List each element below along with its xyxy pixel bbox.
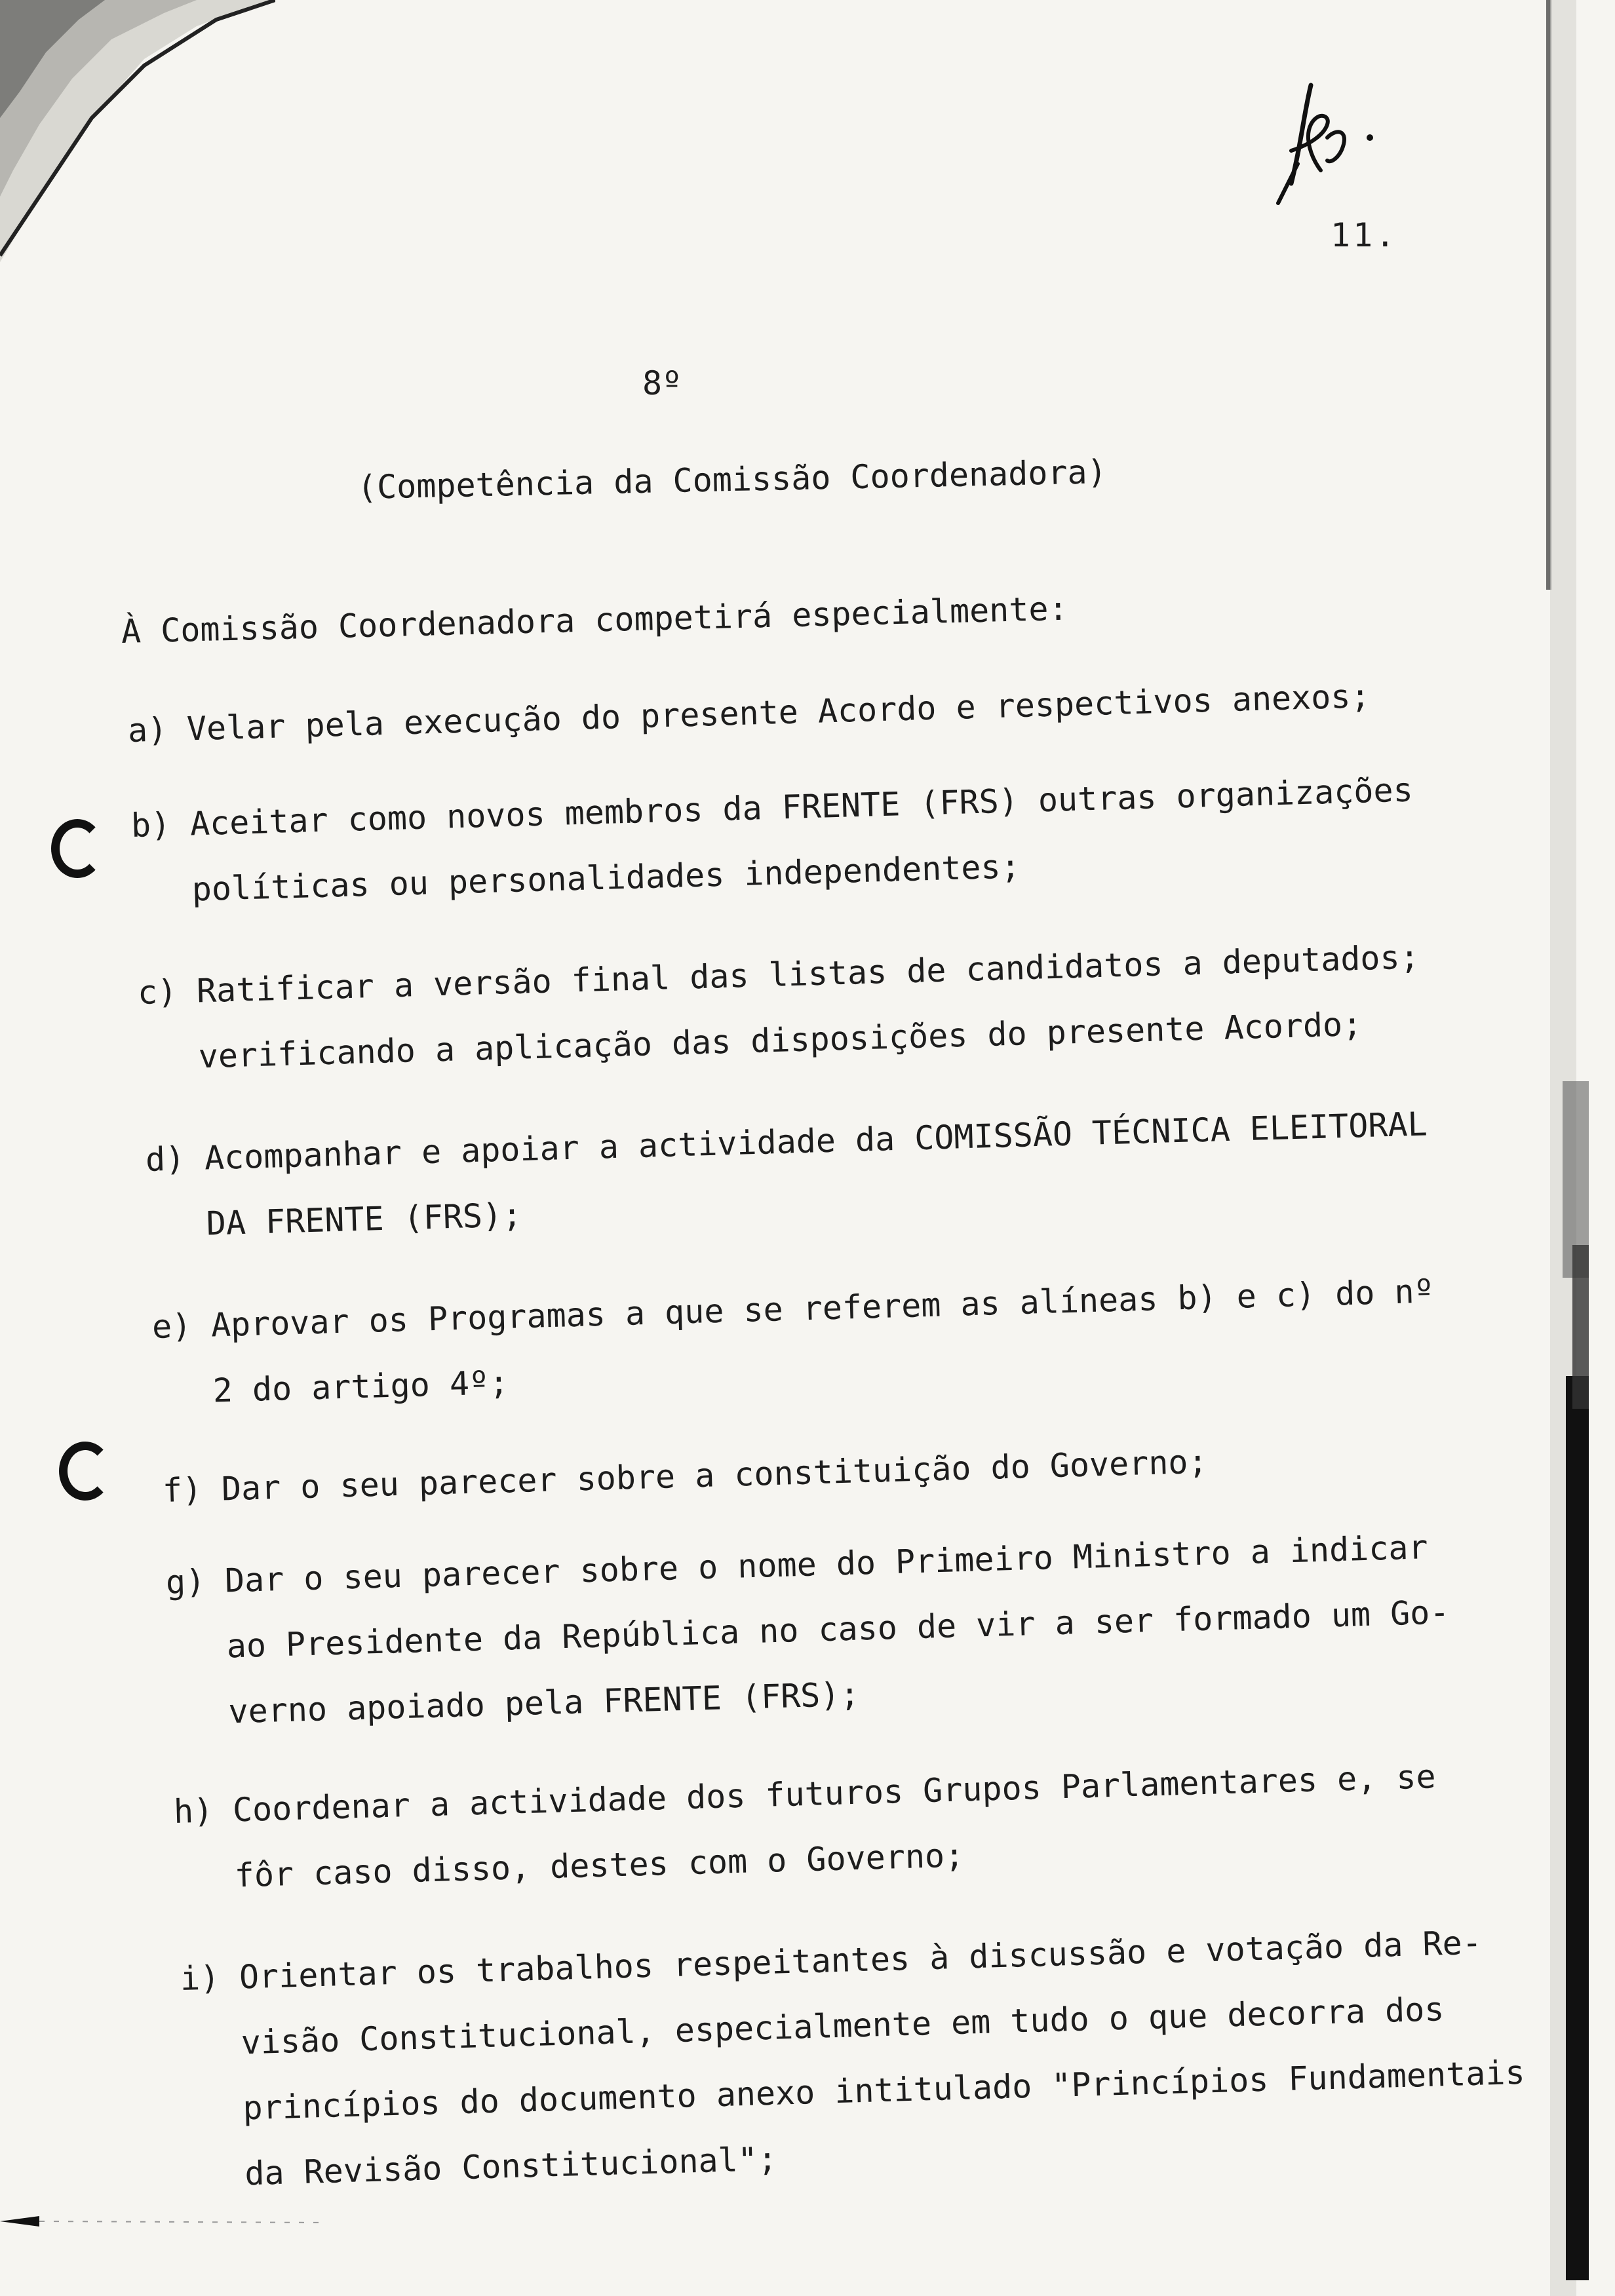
item-marker: c)	[137, 972, 178, 1012]
list-item-f	[162, 1442, 1209, 1510]
item-text: Ratificar a versão final das listas de candidatos a deputados;	[196, 938, 1420, 1010]
item-text: da Revisão Constitucional";	[244, 2139, 778, 2193]
item-marker: b)	[130, 805, 172, 845]
item-text: visão Constitucional, especialmente em tudo o que decorra dos	[240, 1990, 1445, 2062]
scan-artifact-bottom-left	[0, 2208, 341, 2234]
item-text: Orientar os trabalhos respeitantes à discussão e votação da Re-	[239, 1923, 1483, 1997]
item-text: políticas ou personalidades independentes;	[191, 847, 1021, 909]
item-text: verificando a aplicação das disposições do presente Acordo;	[197, 1004, 1363, 1076]
item-text: Aprovar os Programas a que se referem as alíneas b) e c) do nº	[210, 1272, 1435, 1345]
scan-artifact-right-edge	[1527, 0, 1589, 2296]
item-text: 2 do artigo 4º;	[212, 1363, 509, 1410]
article-number: 8º	[642, 364, 682, 402]
item-text: ao Presidente da República no caso de vir a ser formado um Go-	[225, 1593, 1450, 1666]
item-marker: h)	[173, 1791, 214, 1831]
item-marker: a)	[127, 710, 168, 750]
item-text: Dar o seu parecer sobre o nome do Primeiro Ministro a indicar	[224, 1528, 1429, 1600]
handwritten-initials	[1265, 72, 1390, 216]
item-text: verno apoiado pela FRENTE (FRS);	[227, 1675, 861, 1731]
item-text: Dar o seu parecer sobre a constituição do Governo;	[221, 1442, 1209, 1508]
list-item-d	[145, 1105, 1428, 1243]
list-item-a	[127, 677, 1371, 750]
item-marker: f)	[162, 1470, 203, 1510]
item-text: Velar pela execução do presente Acordo e respectivos anexos;	[186, 677, 1371, 748]
list-item-e	[151, 1272, 1435, 1410]
item-text: Acompanhar e apoiar a actividade da COMISSÃO TÉCNICA ELEITORAL	[204, 1105, 1428, 1177]
item-text: fôr caso disso, destes com o Governo;	[233, 1836, 965, 1895]
item-text: princípios do documento anexo intitulado "Princípios Fundamentais	[242, 2053, 1526, 2128]
item-text: Aceitar como novos membros da FRENTE (FRS) outras organizações	[189, 771, 1414, 843]
item-marker: e)	[151, 1307, 193, 1346]
item-marker: g)	[165, 1562, 206, 1601]
scan-artifact-corner	[0, 0, 275, 275]
article-title: (Competência da Comissão Coordenadora)	[357, 453, 1108, 507]
article-intro: À Comissão Coordenadora competirá especialmente:	[121, 589, 1069, 651]
binder-hole	[51, 819, 104, 878]
item-marker: i)	[180, 1959, 221, 1998]
item-text: DA FRENTE (FRS);	[205, 1196, 523, 1243]
list-item-h	[173, 1757, 1437, 1895]
binder-hole	[59, 1442, 111, 1501]
item-marker: d)	[145, 1139, 186, 1179]
list-item-c	[137, 938, 1420, 1076]
list-item-g	[165, 1528, 1450, 1731]
list-item-b	[130, 771, 1414, 909]
page-number: 11.	[1331, 216, 1398, 254]
item-text: Coordenar a actividade dos futuros Grupos Parlamentares e, se	[232, 1757, 1437, 1829]
